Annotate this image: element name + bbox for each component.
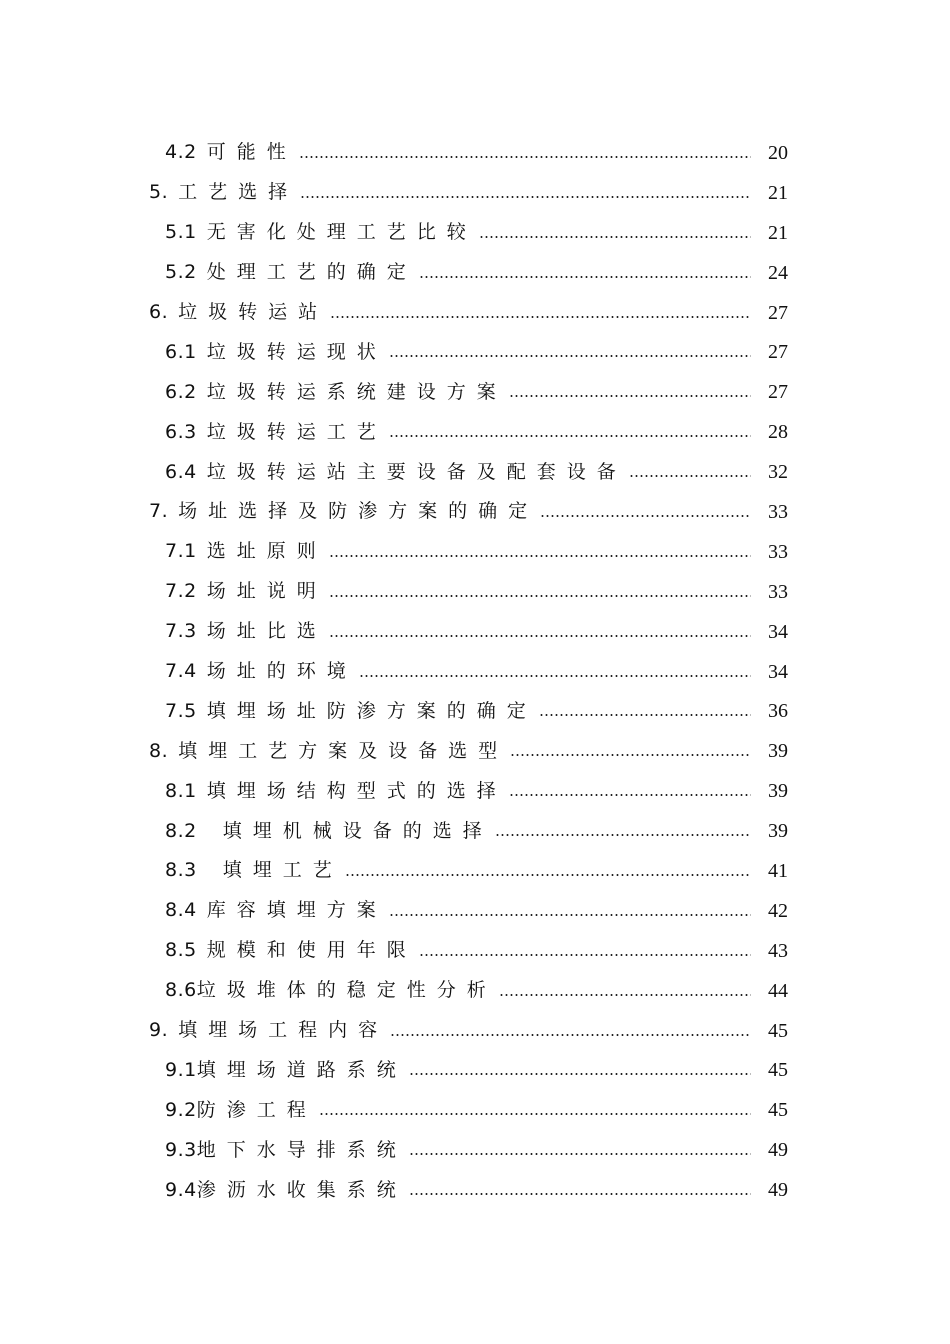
toc-entry[interactable]	[0, 1170, 950, 1210]
toc-entry-title: 填埋场道路系统	[196, 1058, 407, 1081]
toc-entry-number: 5.2	[165, 261, 197, 284]
toc-entry-content	[165, 1178, 751, 1201]
toc-entry-page-number: 34	[768, 660, 788, 683]
toc-entry-page-number: 39	[768, 820, 788, 843]
toc-entry-content	[165, 263, 751, 282]
toc-entry[interactable]	[0, 891, 950, 931]
toc-entry-content	[165, 542, 751, 561]
toc-entry-title: 工艺选择	[178, 181, 299, 204]
toc-entry[interactable]	[0, 492, 950, 532]
toc-entry-page-number: 45	[768, 1059, 788, 1082]
toc-entry[interactable]	[0, 811, 950, 851]
toc-entry-content	[165, 1098, 751, 1121]
toc-entry-page-number: 27	[768, 301, 788, 324]
toc-entry-content	[165, 143, 751, 162]
toc-entry-page-number: 24	[768, 261, 788, 284]
toc-entry-number: 8.2	[165, 819, 197, 842]
toc-entry-title: 填埋工艺方案及设备选型	[178, 739, 509, 762]
toc-entry-number: 4.2	[165, 141, 197, 164]
toc-entry-title: 可能性	[206, 141, 297, 164]
toc-entry-page-number: 33	[768, 540, 788, 563]
toc-entry[interactable]	[0, 1011, 950, 1051]
toc-entry-content	[165, 622, 751, 641]
toc-dot-leader	[499, 994, 751, 996]
toc-entry-content	[165, 1058, 751, 1081]
toc-entry-title: 选址原则	[206, 540, 327, 563]
toc-entry-number: 6.4	[165, 460, 197, 483]
toc-entry-page-number: 45	[768, 1099, 788, 1122]
toc-entry-number: 7.4	[165, 660, 197, 683]
toc-entry-content	[165, 779, 751, 802]
toc-entry-number: 9.3	[165, 1138, 197, 1161]
toc-entry[interactable]	[0, 412, 950, 452]
toc-dot-leader	[419, 276, 751, 278]
toc-entry[interactable]	[0, 213, 950, 253]
toc-dot-leader	[330, 316, 751, 318]
toc-dot-leader	[319, 1113, 751, 1115]
toc-entry-title: 填埋机械设备的选择	[222, 819, 493, 842]
toc-entry-number: 9.2	[165, 1098, 197, 1121]
toc-dot-leader	[409, 1153, 751, 1155]
toc-entry-number: 7.2	[165, 580, 197, 603]
toc-entry[interactable]	[0, 1130, 950, 1170]
toc-dot-leader	[495, 834, 751, 836]
toc-entry-title: 填埋工艺	[222, 859, 343, 882]
toc-dot-leader	[409, 1073, 751, 1075]
toc-entry-page-number: 42	[768, 899, 788, 922]
toc-dot-leader	[539, 714, 751, 716]
toc-entry-number: 8.3	[165, 859, 197, 882]
toc-entry-page-number: 34	[768, 620, 788, 643]
toc-entry-title: 无害化处理工艺比较	[206, 221, 477, 244]
toc-entry-title: 填埋场工程内容	[178, 1019, 389, 1042]
toc-entry-content	[149, 1021, 751, 1040]
toc-dot-leader	[540, 515, 751, 517]
toc-entry[interactable]	[0, 931, 950, 971]
toc-entry-number: 6.3	[165, 420, 197, 443]
toc-entry-page-number: 33	[768, 580, 788, 603]
toc-entry[interactable]	[0, 572, 950, 612]
toc-entry[interactable]	[0, 253, 950, 293]
toc-entry-title: 渗沥水收集系统	[196, 1178, 407, 1201]
toc-entry-content	[165, 699, 751, 722]
toc-entry-title: 垃圾转运工艺	[206, 420, 387, 443]
toc-entry[interactable]	[0, 293, 950, 333]
toc-entry[interactable]	[0, 1090, 950, 1130]
toc-entry-content	[165, 819, 751, 842]
toc-dot-leader	[629, 475, 751, 477]
toc-entry-number: 8.	[149, 739, 169, 762]
toc-dot-leader	[419, 954, 751, 956]
toc-entry-number: 8.1	[165, 779, 197, 802]
toc-entry-title: 库容填埋方案	[206, 899, 387, 922]
toc-entry-page-number: 27	[768, 381, 788, 404]
toc-entry-page-number: 49	[768, 1139, 788, 1162]
toc-entry-number: 9.	[149, 1019, 169, 1042]
toc-entry-title: 垃圾转运系统建设方案	[206, 380, 507, 403]
toc-entry[interactable]	[0, 452, 950, 492]
toc-entry-title: 场址选择及防渗方案的确定	[178, 500, 539, 523]
toc-dot-leader	[409, 1193, 751, 1195]
toc-entry-content	[165, 1138, 751, 1161]
toc-entry-content	[165, 582, 751, 601]
toc-entry[interactable]	[0, 691, 950, 731]
toc-entry-content	[149, 739, 751, 762]
toc-entry-content	[149, 183, 751, 202]
toc-dot-leader	[389, 355, 751, 357]
toc-entry-title: 垃圾转运现状	[206, 340, 387, 363]
toc-dot-leader	[389, 435, 751, 437]
toc-entry-content	[165, 420, 751, 443]
toc-entry-title: 填埋场结构型式的选择	[206, 779, 507, 802]
toc-dot-leader	[479, 236, 751, 238]
toc-entry-number: 6.	[149, 301, 169, 323]
toc-entry-content	[149, 303, 751, 322]
toc-entry-number: 8.5	[165, 939, 197, 962]
toc-entry[interactable]	[0, 731, 950, 771]
toc-entry-content	[165, 941, 751, 960]
toc-dot-leader	[299, 156, 751, 158]
toc-entry-title: 场址比选	[206, 620, 327, 643]
toc-entry-number: 5.1	[165, 221, 197, 244]
toc-dot-leader	[510, 754, 751, 756]
toc-entry-title: 垃圾堆体的稳定性分析	[196, 979, 497, 1002]
toc-entry-number: 7.1	[165, 540, 197, 563]
toc-entry-page-number: 32	[768, 461, 788, 484]
toc-entry-page-number: 21	[768, 221, 788, 244]
toc-dot-leader	[329, 595, 751, 597]
toc-dot-leader	[359, 675, 751, 677]
toc-dot-leader	[509, 794, 751, 796]
toc-entry[interactable]	[0, 133, 950, 173]
toc-entry-page-number: 20	[768, 141, 788, 164]
toc-dot-leader	[329, 635, 751, 637]
toc-entry[interactable]	[0, 532, 950, 572]
toc-entry-title: 防渗工程	[196, 1098, 317, 1121]
toc-entry-number: 6.2	[165, 380, 197, 403]
toc-entry[interactable]	[0, 173, 950, 213]
toc-entry[interactable]	[0, 771, 950, 811]
toc-entry-title: 填埋场址防渗方案的确定	[206, 699, 537, 722]
toc-entry-page-number: 43	[768, 939, 788, 962]
toc-entry[interactable]	[0, 612, 950, 652]
toc-entry-number: 7.5	[165, 699, 197, 722]
toc-entry-title: 场址的环境	[206, 660, 357, 683]
toc-dot-leader	[509, 395, 751, 397]
toc-entry-page-number: 41	[768, 859, 788, 882]
table-of-contents	[0, 133, 950, 1210]
toc-dot-leader	[390, 1034, 751, 1036]
toc-entry-content	[165, 861, 751, 880]
toc-entry-page-number: 21	[768, 181, 788, 204]
toc-dot-leader	[345, 874, 751, 876]
toc-entry[interactable]	[0, 1050, 950, 1090]
toc-entry-number: 9.1	[165, 1058, 197, 1081]
toc-entry-content	[165, 340, 751, 363]
toc-entry-content	[165, 981, 751, 1000]
toc-entry-content	[165, 662, 751, 681]
toc-entry-page-number: 39	[768, 740, 788, 763]
toc-entry-content	[149, 502, 751, 521]
toc-entry-number: 5.	[149, 181, 169, 204]
toc-entry-title: 垃圾转运站主要设备及配套设备	[206, 460, 627, 483]
toc-entry-page-number: 33	[768, 500, 788, 523]
toc-entry-content	[165, 380, 751, 403]
toc-dot-leader	[300, 196, 751, 198]
toc-entry[interactable]	[0, 652, 950, 692]
toc-entry-page-number: 36	[768, 700, 788, 723]
toc-entry[interactable]	[0, 332, 950, 372]
toc-entry[interactable]	[0, 372, 950, 412]
toc-dot-leader	[329, 555, 751, 557]
toc-entry-number: 8.4	[165, 899, 197, 922]
toc-entry-number: 9.4	[165, 1178, 197, 1201]
toc-entry[interactable]	[0, 851, 950, 891]
toc-entry-number: 7.	[149, 500, 169, 523]
toc-entry-page-number: 45	[768, 1019, 788, 1042]
toc-dot-leader	[389, 914, 751, 916]
toc-entry-title: 处理工艺的确定	[206, 261, 417, 284]
toc-entry-page-number: 39	[768, 780, 788, 803]
toc-entry-page-number: 28	[768, 421, 788, 444]
toc-entry-page-number: 49	[768, 1179, 788, 1202]
toc-entry-number: 7.3	[165, 620, 197, 643]
toc-entry-content	[165, 460, 751, 483]
toc-entry-title: 垃圾转运站	[178, 301, 329, 323]
toc-entry-content	[165, 901, 751, 920]
toc-entry-page-number: 27	[768, 341, 788, 364]
toc-entry-title: 规模和使用年限	[206, 939, 417, 962]
toc-entry-number: 6.1	[165, 340, 197, 363]
toc-entry-content	[165, 223, 751, 242]
toc-entry-title: 场址说明	[206, 580, 327, 603]
toc-entry-title: 地下水导排系统	[196, 1138, 407, 1161]
toc-entry-number: 8.6	[165, 979, 197, 1002]
toc-entry[interactable]	[0, 971, 950, 1011]
toc-entry-page-number: 44	[768, 979, 788, 1002]
